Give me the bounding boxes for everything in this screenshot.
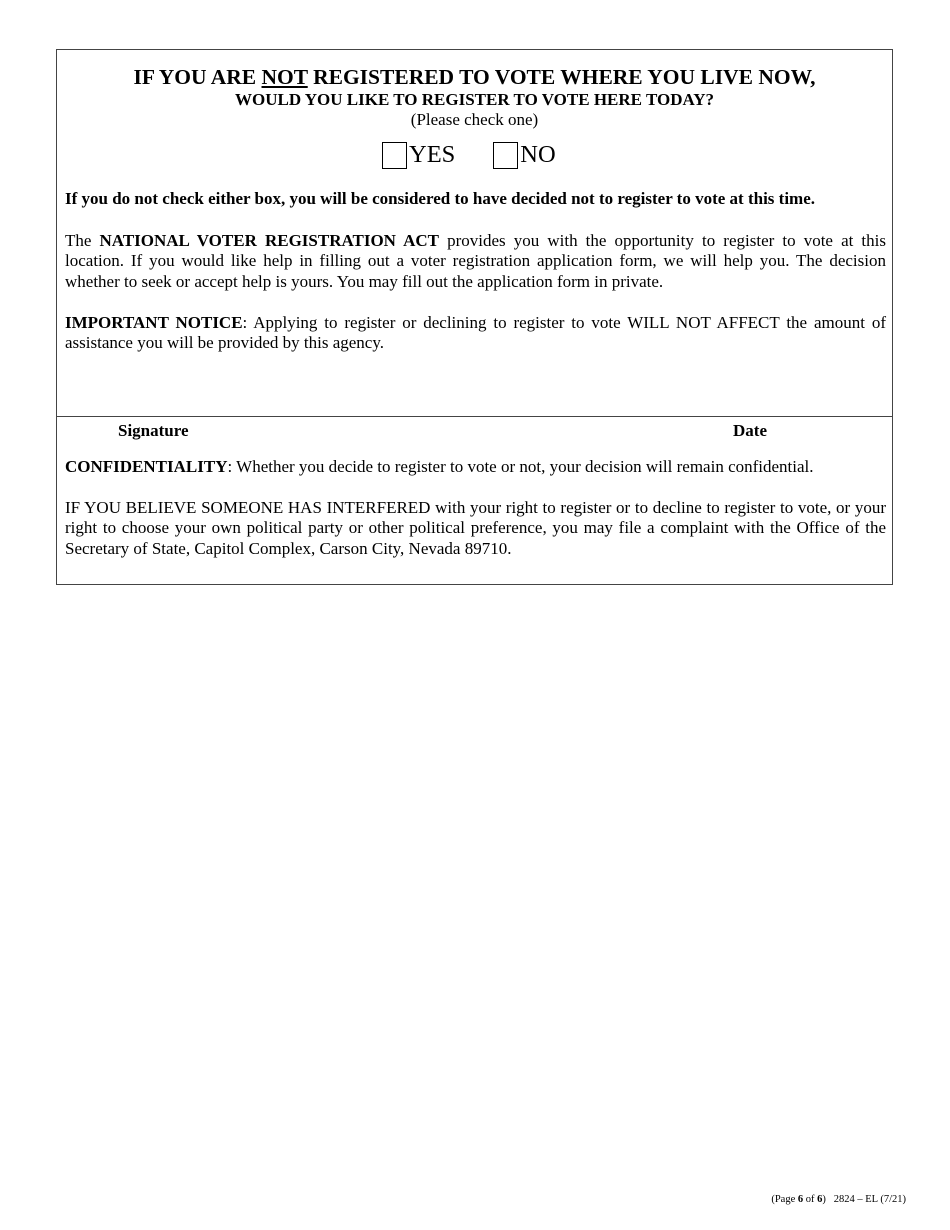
important-notice-paragraph: [65, 313, 886, 354]
yes-checkbox[interactable]: [382, 142, 407, 169]
no-checkbox[interactable]: [493, 142, 518, 169]
registration-choice-group: [382, 140, 556, 170]
heading-text-end: REGISTERED TO VOTE WHERE YOU LIVE NOW,: [307, 65, 816, 89]
footer-page-of: of: [803, 1194, 818, 1205]
complaint-paragraph: IF YOU BELIEVE SOMEONE HAS INTERFERED with your right to register or to decline to register to vote, or your right to choose your own political party or other political preference, you may file a complaint with the Office of the Secretary of State, Capitol Complex, Carson City, Nevada 89710.: [65, 498, 886, 558]
signature-label: Signature: [118, 421, 189, 440]
important-notice-body: : Applying to register or declining to register to vote WILL NOT AFFECT the amount of assistance you will be provided by this agency.: [65, 313, 886, 353]
important-notice-title: IMPORTANT NOTICE: [65, 313, 243, 332]
nvra-act-name: NATIONAL VOTER REGISTRATION ACT: [99, 231, 440, 250]
footer-page-prefix: (Page: [771, 1194, 798, 1205]
confidentiality-title: CONFIDENTIALITY: [65, 457, 228, 476]
footer-page-suffix: ): [822, 1194, 826, 1205]
no-label: NO: [520, 141, 556, 168]
yes-label: YES: [409, 141, 456, 168]
no-selection-warning: If you do not check either box, you will be considered to have decided not to register to vote at this time.: [65, 189, 816, 208]
footer-form-code: 2824 – EL (7/21): [833, 1194, 906, 1205]
form-subheading: WOULD YOU LIKE TO REGISTER TO VOTE HERE TODAY?: [235, 90, 714, 109]
footer-page-current: 6: [797, 1194, 804, 1205]
heading-underlined-word: NOT: [261, 65, 308, 89]
confidentiality-body: : Whether you decide to register to vote or not, your decision will remain confidential.: [227, 457, 814, 476]
check-instruction: (Please check one): [410, 110, 539, 129]
nvra-body: provides you with the opportunity to register to vote at this location. If you would like help in filling out a voter registration application form, we will help you. The decision whether to seek or accept help is yours. You may fill out the application form in private.: [65, 231, 886, 291]
nvra-paragraph: [65, 231, 886, 292]
nvra-prefix: The: [65, 231, 100, 250]
form-heading: [57, 64, 892, 90]
page-footer: [771, 1194, 906, 1206]
yes-option[interactable]: [382, 141, 455, 169]
heading-text-start: IF YOU ARE: [133, 65, 262, 89]
no-option[interactable]: [493, 141, 555, 169]
footer-page-total: 6: [817, 1194, 823, 1205]
signature-line[interactable]: [57, 416, 892, 417]
voter-registration-form: [56, 49, 893, 585]
date-label: Date: [733, 421, 767, 440]
confidentiality-paragraph: [65, 457, 886, 477]
